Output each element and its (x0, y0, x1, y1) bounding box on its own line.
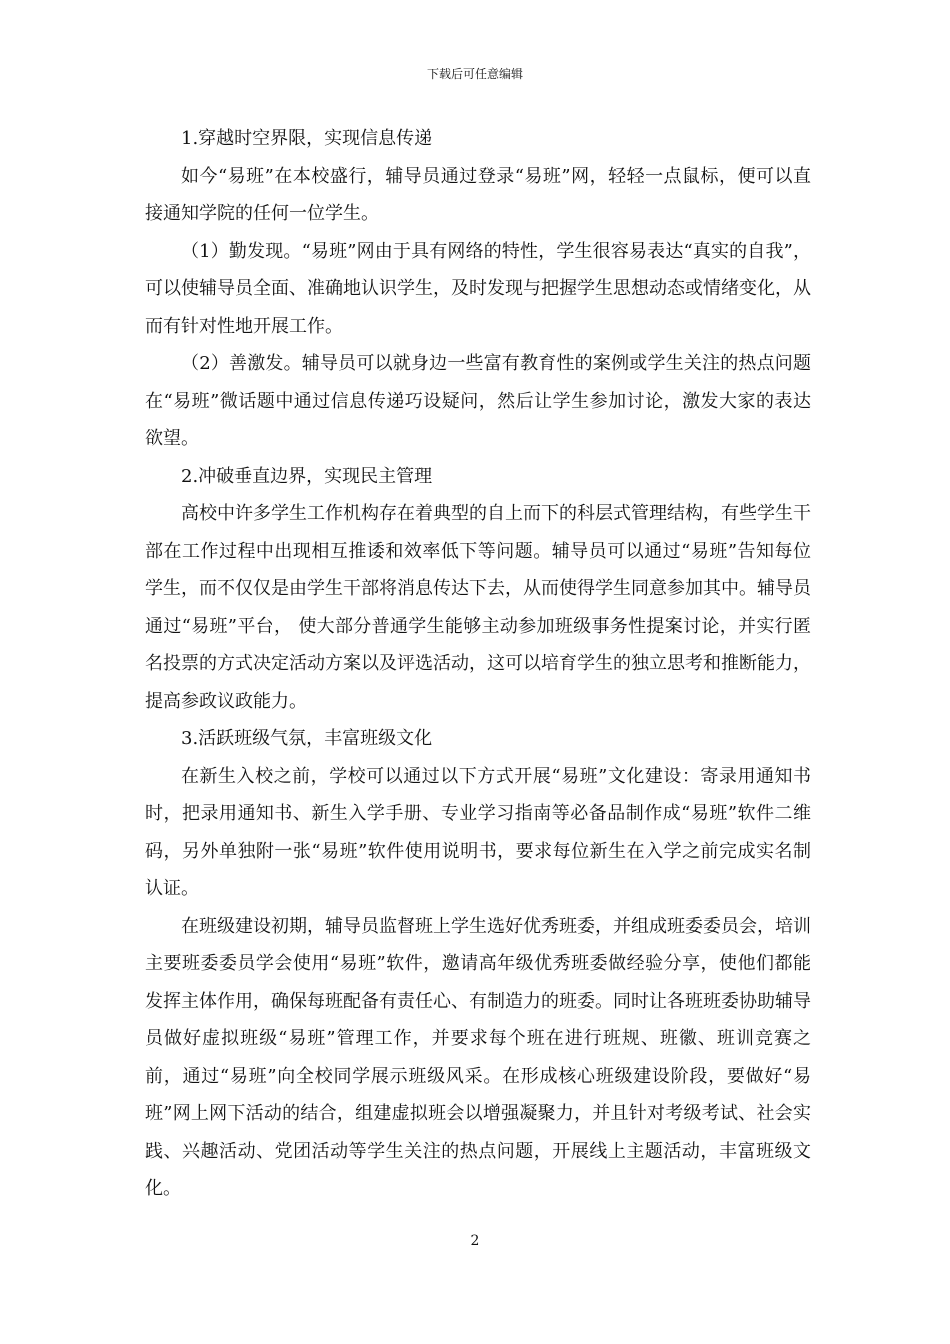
paragraph: 高校中许多学生工作机构存在着典型的自上而下的科层式管理结构，有些学生干部在工作过程中出现相互推诿和效率低下等问题。辅导员可以通过“易班”告知每位学生，而不仅仅是由学生干部将消息传达下去，从而使得学生同意参加其中。辅导员通过“易班”平台， 使大部分普通学生能够主动参加班级事务性提案讨论，并实行匿名投票的方式决定活动方案以及评选活动，这可以培育学生的独立思考和推断能力，提高参政议政能力。 (145, 503, 811, 712)
page-number: 2 (470, 1233, 480, 1249)
paragraph: 在新生入校之前，学校可以通过以下方式开展“易班”文化建设：寄录用通知书时，把录用通知书、新生入学手册、专业学习指南等必备品制作成“易班”软件二维码，另外单独附一张“易班”软件使用说明书，要求每位新生在入学之前完成实名制认证。 (145, 765, 811, 899)
paragraph: 在班级建设初期，辅导员监督班上学生选好优秀班委，并组成班委委员会，培训主要班委委员学会使用“易班”软件，邀请高年级优秀班委做经验分享，使他们都能发挥主体作用，确保每班配备有责任心、有制造力的班委。同时让各班班委协助辅导员做好虚拟班级“易班”管理工作，并要求每个班在进行班规、班徽、班训竞赛之前，通过“易班”向全校同学展示班级风采。在形成核心班级建设阶段，要做好“易班”网上网下活动的结合，组建虚拟班会以增强凝聚力，并且针对考级考试、社会实践、兴趣活动、党团活动等学生关注的热点问题，开展线上主题活动，丰富班级文化。 (145, 915, 811, 1199)
paragraph: （1）勤发现。“易班”网由于具有网络的特性，学生很容易表达“真实的自我”，可以使辅导员全面、准确地认识学生，及时发现与把握学生思想动态或情绪变化，从而有针对性地开展工作。 (145, 240, 811, 337)
section-heading-3: 3.活跃班级气氛，丰富班级文化 (181, 728, 433, 749)
paragraph: （2）善激发。辅导员可以就身边一些富有教育性的案例或学生关注的热点问题在“易班”微话题中通过信息传递巧设疑问，然后让学生参加讨论，激发大家的表达欲望。 (145, 353, 811, 449)
section-heading-1: 1.穿越时空界限，实现信息传递 (181, 128, 433, 149)
section-heading-2: 2.冲破垂直边界，实现民主管理 (181, 465, 433, 487)
page-header: 下载后可任意编辑 (426, 67, 523, 81)
paragraph: 如今“易班”在本校盛行，辅导员通过登录“易班”网，轻轻一点鼠标，便可以直接通知学院的任何一位学生。 (145, 165, 811, 224)
document-body (145, 120, 811, 1208)
